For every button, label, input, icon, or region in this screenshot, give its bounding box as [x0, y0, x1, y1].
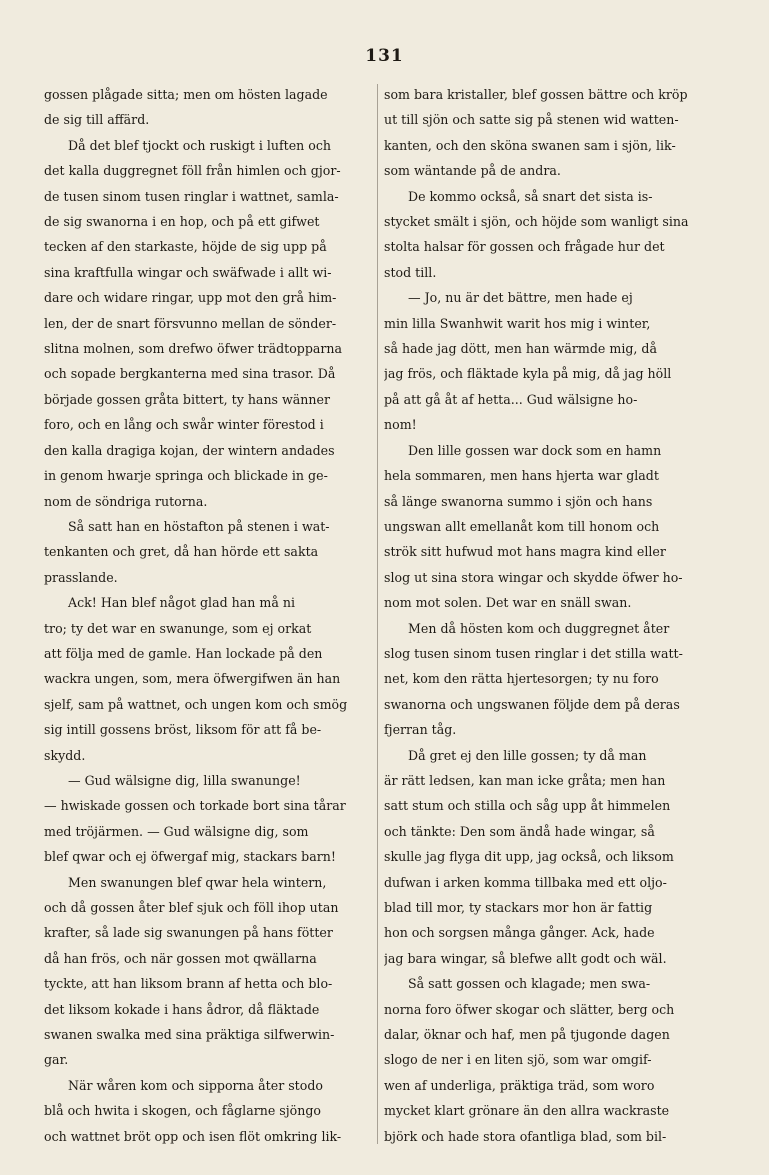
text-line: slog tusen sinom tusen ringlar i det stilla watt-	[384, 645, 683, 661]
text-line: kanten, och den sköna swanen sam i sjön, lik-	[384, 137, 676, 153]
text-line: började gossen gråta bittert, ty hans wänner	[44, 391, 331, 407]
text-line: Men swanungen blef qwar hela wintern,	[68, 874, 327, 890]
text-line: att följa med de gamle. Han lockade på den	[44, 645, 323, 661]
text-line: på att gå åt af hetta... Gud wälsigne ho-	[384, 391, 638, 407]
text-line: prasslande.	[44, 569, 118, 585]
text-line: tenkanten och gret, då han hörde ett sakta	[44, 544, 319, 560]
text-line: dufwan i arken komma tillbaka med ett oljo-	[384, 874, 667, 890]
text-line: foro, och en lång och swår winter förestod i	[44, 417, 324, 433]
text-line: tecken af den starkaste, höjde de sig upp på	[44, 239, 327, 255]
text-line: När wåren kom och sipporna åter stodo	[68, 1077, 323, 1093]
text-line: de tusen sinom tusen ringlar i wattnet, samla-	[44, 188, 339, 204]
text-line: så länge swanorna summo i sjön och hans	[384, 493, 653, 509]
text-line: dalar, öknar och haf, men på tjugonde dagen	[384, 1027, 670, 1043]
text-line: och tänkte: Den som ändå hade wingar, så	[384, 823, 655, 839]
text-line: satt stum och stilla och såg upp åt himmelen	[384, 798, 671, 814]
text-line: skydd.	[44, 747, 86, 763]
text-line: swanorna och ungswanen följde dem på deras	[384, 696, 680, 712]
text-line: hon och sorgsen många gånger. Ack, hade	[384, 925, 655, 941]
text-line: — Jo, nu är det bättre, men hade ej	[408, 290, 633, 306]
text-line: och wattnet bröt opp och isen flöt omkring lik-	[44, 1128, 342, 1144]
text-line: net, kom den rätta hjertesorgen; ty nu foro	[384, 671, 659, 687]
text-line: norna foro öfwer skogar och slätter, berg och	[384, 1001, 675, 1017]
text-line: så hade jag dött, men han wärmde mig, då	[384, 341, 657, 357]
text-line: Då gret ej den lille gossen; ty då man	[408, 747, 647, 763]
right-column	[384, 82, 710, 1162]
text-line: är rätt ledsen, kan man icke gråta; men han	[384, 772, 666, 788]
text-line: slogo de ner i en liten sjö, som war omgif-	[384, 1052, 652, 1068]
text-line: De kommo också, så snart det sista is-	[408, 188, 653, 204]
text-line: det liksom kokade i hans ådror, då fläktade	[44, 1001, 320, 1017]
text-line: slog ut sina stora wingar och skydde öfwer ho-	[384, 569, 683, 585]
text-line: ungswan allt emellanåt kom till honom och	[384, 518, 660, 534]
text-line: in genom hwarje springa och blickade in ge-	[44, 468, 328, 484]
text-line: tro; ty det war en swanunge, som ej orkat	[44, 620, 312, 636]
text-line: Ack! Han blef något glad han må ni	[68, 595, 295, 611]
text-line: gar.	[44, 1052, 69, 1068]
page-number: 131	[365, 46, 404, 66]
text-line: fjerran tåg.	[384, 722, 457, 738]
text-line: då han frös, och när gossen mot qwällarna	[44, 950, 317, 966]
left-column	[44, 82, 372, 1162]
text-line: ut till sjön och satte sig på stenen wid watten-	[384, 112, 679, 128]
text-line: Men då hösten kom och duggregnet åter	[408, 620, 670, 636]
text-line: nom mot solen. Det war en snäll swan.	[384, 595, 632, 611]
text-line: Den lille gossen war dock som en hamn	[408, 442, 662, 458]
text-line: nom!	[384, 417, 417, 433]
text-line: stolta halsar för gossen och frågade hur det	[384, 239, 665, 255]
text-line: dare och widare ringar, upp mot den grå him-	[44, 290, 337, 306]
text-line: jag frös, och fläktade kyla på mig, då jag höll	[384, 366, 672, 382]
text-line: björk och hade stora ofantliga blad, som bil-	[384, 1128, 667, 1144]
text-line: Så satt han en höstafton på stenen i wat-	[68, 518, 330, 534]
text-line: de sig till affärd.	[44, 112, 150, 128]
text-line: som bara kristaller, blef gossen bättre och kröp	[384, 87, 688, 102]
text-line: de sig swanorna i en hop, och på ett gifwet	[44, 214, 320, 230]
text-line: wen af underliga, präktiga träd, som woro	[384, 1077, 655, 1093]
text-line: slitna molnen, som drefwo öfwer trädtopparna	[44, 341, 343, 357]
text-line: med tröjärmen. — Gud wälsigne dig, som	[44, 823, 309, 839]
text-line: krafter, så lade sig swanungen på hans fötter	[44, 925, 333, 941]
text-line: Så satt gossen och klagade; men swa-	[408, 976, 651, 992]
text-line: det kalla duggregnet föll från himlen och gjor-	[44, 163, 341, 179]
text-line: tyckte, att han liksom brann af hetta och blo-	[44, 976, 333, 992]
text-line: jag bara wingar, så blefwe allt godt och wäl.	[384, 950, 667, 966]
text-line: strök sitt hufwud mot hans magra kind eller	[384, 544, 666, 560]
text-line: den kalla dragiga kojan, der wintern andades	[44, 442, 335, 458]
text-line: blef qwar och ej öfwergaf mig, stackars barn!	[44, 849, 336, 865]
text-line: wackra ungen, som, mera öfwergifwen än han	[44, 671, 341, 687]
text-line: mycket klart grönare än den allra wackraste	[384, 1103, 670, 1119]
text-line: nom de söndriga rutorna.	[44, 493, 208, 509]
text-line: blå och hwita i skogen, och fåglarne sjöngo	[44, 1103, 321, 1119]
column-divider	[377, 84, 378, 1144]
text-line: hela sommaren, men hans hjerta war gladt	[384, 468, 659, 484]
text-line: — Gud wälsigne dig, lilla swanunge!	[68, 772, 301, 788]
text-line: gossen plågade sitta; men om hösten lagade	[44, 87, 328, 102]
text-line: swanen swalka med sina präktiga silfwerwin-	[44, 1027, 335, 1043]
text-line: Då det blef tjockt och ruskigt i luften och	[68, 137, 332, 153]
text-line: min lilla Swanhwit warit hos mig i winter,	[384, 315, 651, 331]
text-line: och sopade bergkanterna med sina trasor. Då	[44, 366, 336, 382]
text-line: stod till.	[384, 264, 437, 280]
text-line: sina kraftfulla wingar och swäfwade i allt wi-	[44, 264, 332, 280]
text-line: och då gossen åter blef sjuk och föll ihop utan	[44, 900, 339, 915]
text-line: stycket smält i sjön, och höjde som wanligt sina	[384, 214, 689, 230]
text-line: len, der de snart försvunno mellan de sönder-	[44, 315, 337, 331]
text-line: sig intill gossens bröst, liksom för att få be-	[44, 722, 322, 738]
text-line: blad till mor, ty stackars mor hon är fattig	[384, 900, 653, 915]
text-line: som wäntande på de andra.	[384, 163, 561, 179]
text-line: skulle jag flyga dit upp, jag också, och liksom	[384, 849, 674, 865]
text-line: — hwiskade gossen och torkade bort sina tårar	[44, 798, 346, 814]
text-line: sjelf, sam på wattnet, och ungen kom och smög	[44, 696, 348, 712]
